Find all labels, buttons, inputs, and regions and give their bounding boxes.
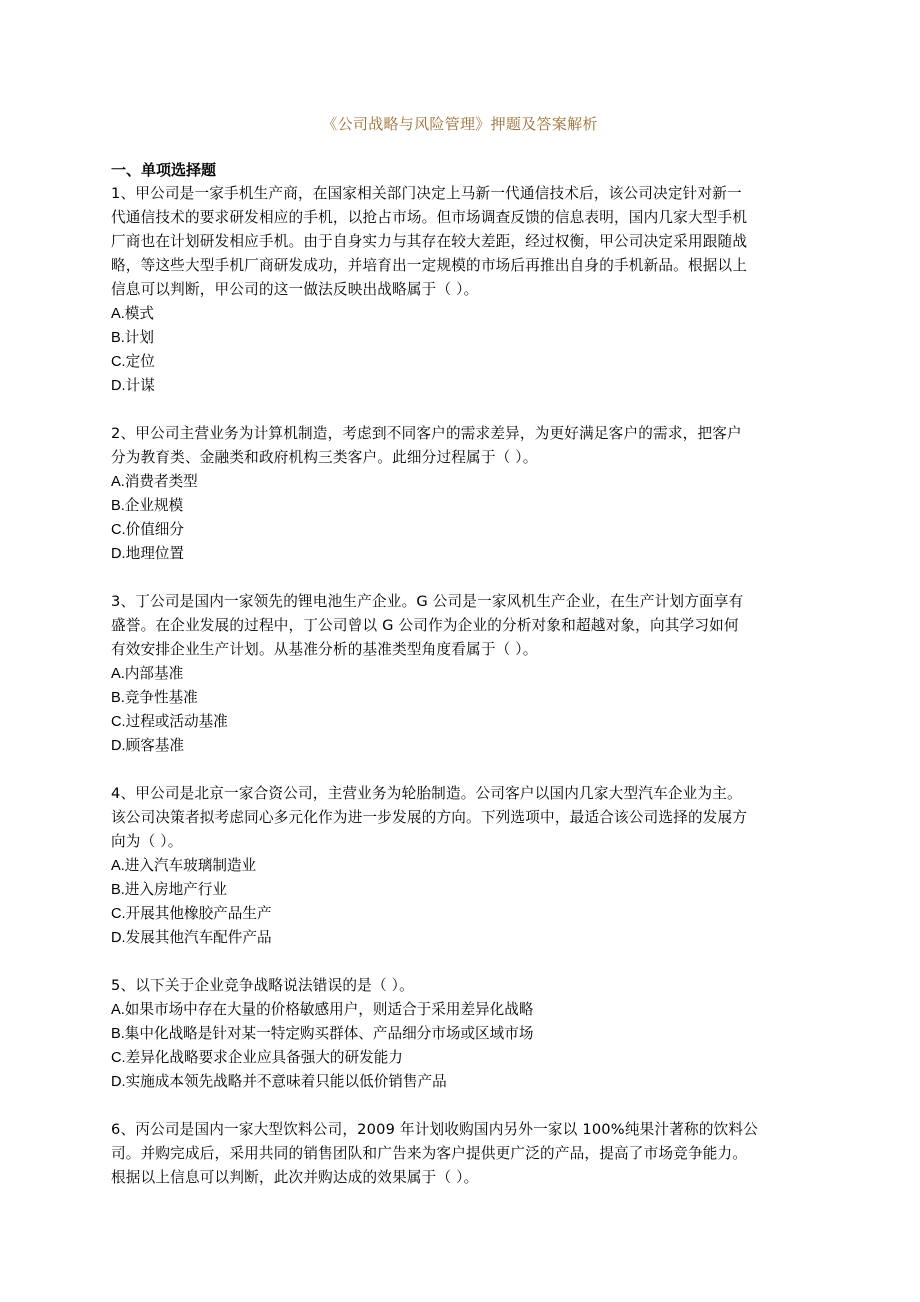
option-text: 过程或活动基准: [125, 713, 228, 730]
option-text: 内部基准: [124, 665, 184, 682]
option-b: [111, 494, 811, 518]
option-letter: C.: [111, 1050, 126, 1066]
option-letter: B.: [111, 1026, 125, 1042]
option-text: 集中化战略是针对某一特定购买群体、产品细分市场或区域市场: [124, 1025, 534, 1042]
option-letter: B.: [111, 882, 125, 898]
stem-line: 司。并购完成后，采用共同的销售团队和广告来为客户提供更广泛的产品，提高了市场竞争能力。: [111, 1145, 748, 1162]
option-text: 定位: [125, 353, 155, 370]
option-b: [111, 326, 811, 350]
option-c: [111, 518, 811, 542]
option-letter: A.: [111, 474, 125, 490]
option-text: 竞争性基准: [124, 689, 198, 706]
option-c: [111, 902, 811, 926]
option-letter: B.: [111, 690, 125, 706]
stem-line: 4、甲公司是北京一家合资公司，主营业务为轮胎制造。公司客户以国内几家大型汽车企业为主。: [111, 785, 742, 802]
option-text: 差异化战略要求企业应具备强大的研发能力: [125, 1049, 403, 1066]
option-d: [111, 926, 811, 950]
option-text: 企业规模: [124, 497, 184, 514]
stem-line: 该公司决策者拟考虑同心多元化作为进一步发展的方向。下列选项中，最适合该公司选择的发展方: [111, 809, 748, 826]
option-a: [111, 998, 811, 1022]
stem-line: 有效安排企业生产计划。从基准分析的基准类型角度看属于（ ）。: [111, 641, 538, 658]
section-heading: 一、单项选择题: [111, 161, 217, 179]
option-b: [111, 1022, 811, 1046]
stem-line: 略，等这些大型手机厂商研发成功，并培育出一定规模的市场后再推出自身的手机新品。根据以上: [111, 257, 748, 274]
option-text: 地理位置: [125, 545, 184, 562]
question-stem: [111, 974, 811, 998]
option-a: [111, 662, 811, 686]
option-text: 价值细分: [125, 521, 184, 538]
option-letter: B.: [111, 330, 125, 346]
stem-line: 5、以下关于企业竞争战略说法错误的是（ ）。: [111, 977, 414, 994]
stem-line: 3、丁公司是国内一家领先的锂电池生产企业。G 公司是一家风机生产企业，在生产计划方面享有: [111, 593, 744, 610]
question-stem: [111, 1118, 811, 1190]
option-d: [111, 374, 811, 398]
option-c: [111, 710, 811, 734]
stem-line: 向为（ ）。: [111, 833, 183, 850]
option-text: 计谋: [125, 377, 155, 394]
question-2: [111, 422, 811, 566]
stem-line: 分为教育类、金融类和政府机构三类客户。此细分过程属于（ ）。: [111, 449, 538, 466]
question-4: [111, 782, 811, 950]
option-text: 进入房地产行业: [124, 881, 227, 898]
option-letter: C.: [111, 354, 126, 370]
stem-line: 2、甲公司主营业务为计算机制造，考虑到不同客户的需求差异，为更好满足客户的需求，把客户: [111, 425, 742, 442]
option-d: [111, 1070, 811, 1094]
stem-line: 盛誉。在企业发展的过程中，丁公司曾以 G 公司作为企业的分析对象和超越对象，向其学习如何: [111, 617, 739, 634]
option-letter: A.: [111, 306, 125, 322]
option-text: 消费者类型: [124, 473, 198, 490]
document-title: 《公司战略与风险管理》押题及答案解析: [322, 115, 598, 133]
option-letter: C.: [111, 714, 126, 730]
option-text: 开展其他橡胶产品生产: [125, 905, 272, 922]
question-stem: [111, 182, 811, 302]
question-1: [111, 182, 811, 398]
question-5: [111, 974, 811, 1094]
option-b: [111, 878, 811, 902]
stem-line: 代通信技术的要求研发相应的手机，以抢占市场。但市场调查反馈的信息表明，国内几家大型手机: [111, 209, 748, 226]
stem-line: 厂商也在计划研发相应手机。由于自身实力与其存在较大差距，经过权衡，甲公司决定采用跟随战: [111, 233, 748, 250]
option-letter: A.: [111, 858, 125, 874]
option-text: 顾客基准: [125, 737, 184, 754]
option-letter: B.: [111, 498, 125, 514]
option-d: [111, 542, 811, 566]
option-c: [111, 350, 811, 374]
option-d: [111, 734, 811, 758]
stem-line: 根据以上信息可以判断，此次并购达成的效果属于（ ）。: [111, 1169, 479, 1186]
option-letter: C.: [111, 522, 126, 538]
stem-line: 1、甲公司是一家手机生产商，在国家相关部门决定上马新一代通信技术后，该公司决定针对新一: [111, 185, 742, 202]
question-stem: [111, 782, 811, 854]
question-6: [111, 1118, 811, 1190]
option-text: 计划: [124, 329, 154, 346]
stem-line: 6、丙公司是国内一家大型饮料公司，2009 年计划收购国内另外一家以 100%纯果汁著称的饮料公: [111, 1121, 758, 1138]
question-3: [111, 590, 811, 758]
option-letter: D.: [111, 546, 126, 562]
option-text: 进入汽车玻璃制造业: [124, 857, 257, 874]
option-text: 如果市场中存在大量的价格敏感用户，则适合于采用差异化战略: [124, 1001, 534, 1018]
option-b: [111, 686, 811, 710]
option-letter: D.: [111, 738, 126, 754]
option-letter: D.: [111, 1074, 126, 1090]
option-letter: C.: [111, 906, 126, 922]
option-a: [111, 470, 811, 494]
option-letter: A.: [111, 666, 125, 682]
option-letter: A.: [111, 1002, 125, 1018]
option-text: 发展其他汽车配件产品: [125, 929, 272, 946]
option-letter: D.: [111, 930, 126, 946]
option-text: 实施成本领先战略并不意味着只能以低价销售产品: [125, 1073, 447, 1090]
option-a: [111, 854, 811, 878]
option-letter: D.: [111, 378, 126, 394]
option-c: [111, 1046, 811, 1070]
option-a: [111, 302, 811, 326]
option-text: 模式: [124, 305, 154, 322]
question-stem: [111, 590, 811, 662]
stem-line: 信息可以判断，甲公司的这一做法反映出战略属于（ ）。: [111, 281, 479, 298]
question-stem: [111, 422, 811, 470]
document-body: [111, 158, 811, 1214]
